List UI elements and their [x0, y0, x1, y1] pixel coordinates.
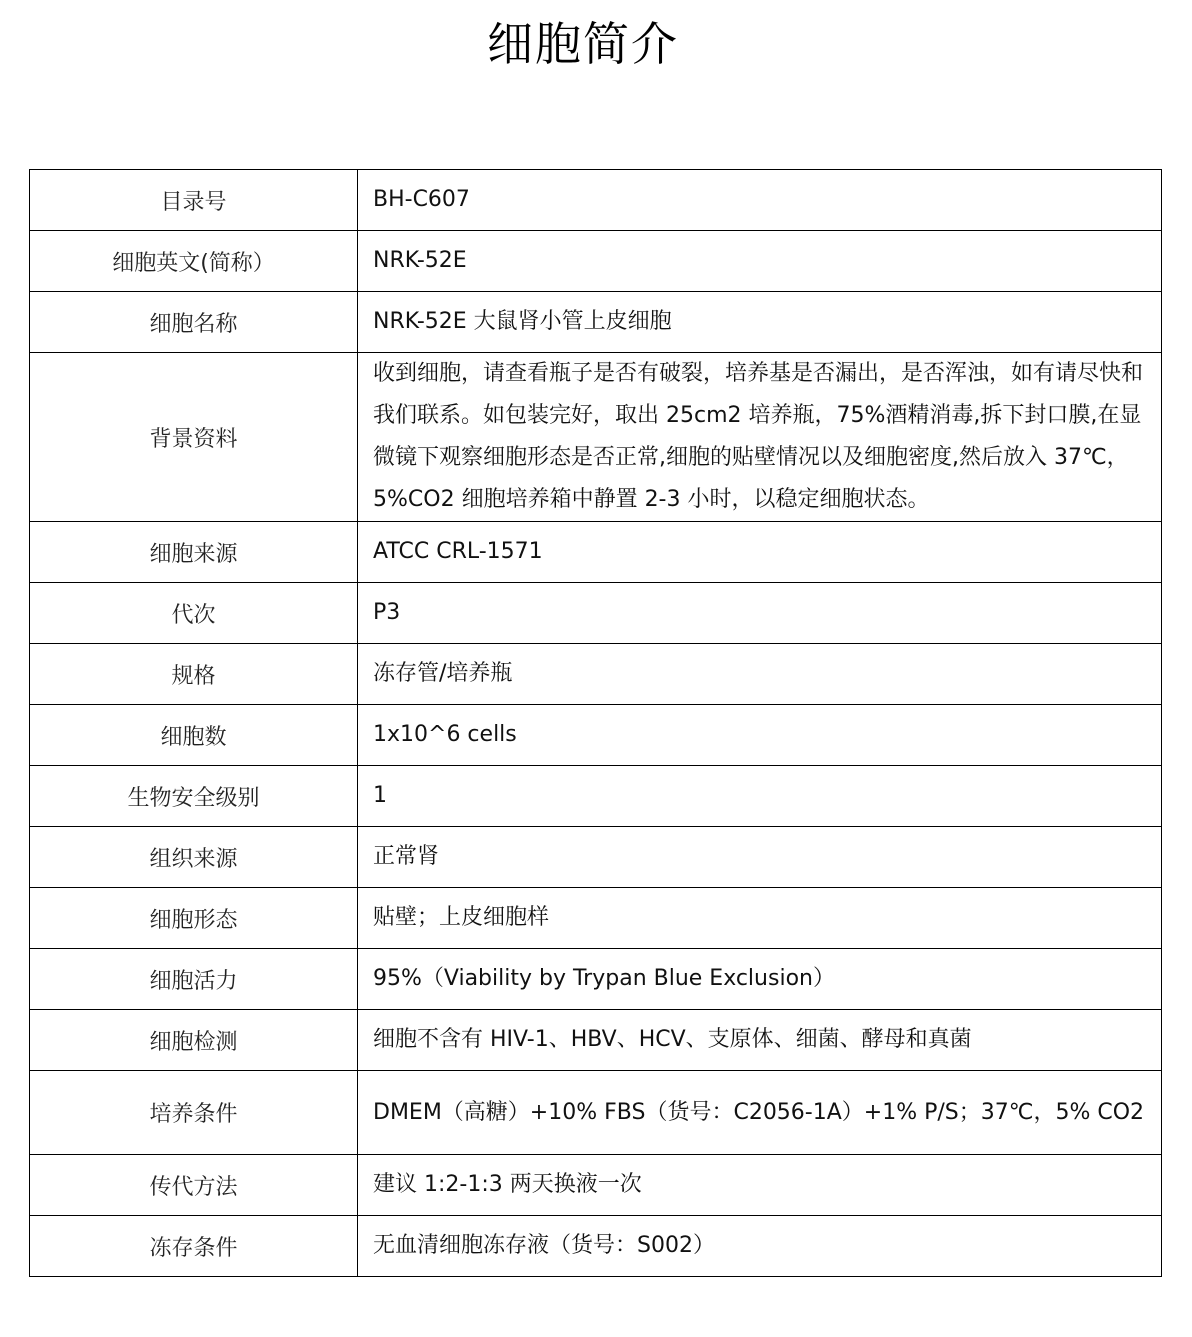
row-value: 收到细胞，请查看瓶子是否有破裂，培养基是否漏出，是否浑浊，如有请尽快和我们联系。如包装完好，取出 25cm2 培养瓶，75%酒精消毒,拆下封口膜,在显微镜下观察细胞形态是否正常,细胞的贴壁情况以及细胞密度,然后放入 37℃，5%CO2 细胞培养箱中静置 2-3 小时，以稳定细胞状态。: [358, 353, 1162, 522]
cell-info-table: [29, 169, 1162, 1277]
row-specification: [30, 644, 1162, 705]
row-value: 无血清细胞冻存液（货号：S002）: [358, 1216, 1162, 1277]
row-english-name: [30, 231, 1162, 292]
row-culture-conditions: [30, 1071, 1162, 1155]
row-label: 细胞检测: [30, 1010, 358, 1071]
row-label: 目录号: [30, 170, 358, 231]
row-value: ATCC CRL-1571: [358, 522, 1162, 583]
row-viability: [30, 949, 1162, 1010]
row-value: 贴壁；上皮细胞样: [358, 888, 1162, 949]
row-label: 培养条件: [30, 1071, 358, 1155]
row-testing: [30, 1010, 1162, 1071]
row-value: 1x10^6 cells: [358, 705, 1162, 766]
row-value: NRK-52E 大鼠肾小管上皮细胞: [358, 292, 1162, 353]
row-passage-method: [30, 1155, 1162, 1216]
row-label: 细胞形态: [30, 888, 358, 949]
row-label: 代次: [30, 583, 358, 644]
row-background: [30, 353, 1162, 522]
row-label: 细胞活力: [30, 949, 358, 1010]
row-value: P3: [358, 583, 1162, 644]
row-label: 组织来源: [30, 827, 358, 888]
row-value: 细胞不含有 HIV-1、HBV、HCV、支原体、细菌、酵母和真菌: [358, 1010, 1162, 1071]
row-value: 1: [358, 766, 1162, 827]
row-value: BH-C607: [358, 170, 1162, 231]
row-cell-source: [30, 522, 1162, 583]
row-morphology: [30, 888, 1162, 949]
page-title: 细胞简介: [487, 17, 679, 71]
row-label: 细胞英文(简称）: [30, 231, 358, 292]
row-cell-name: [30, 292, 1162, 353]
row-label: 细胞来源: [30, 522, 358, 583]
row-value: 正常肾: [358, 827, 1162, 888]
row-tissue-source: [30, 827, 1162, 888]
row-value: 建议 1:2-1:3 两天换液一次: [358, 1155, 1162, 1216]
row-label: 生物安全级别: [30, 766, 358, 827]
row-label: 细胞数: [30, 705, 358, 766]
row-value: 冻存管/培养瓶: [358, 644, 1162, 705]
row-label: 传代方法: [30, 1155, 358, 1216]
row-label: 背景资料: [30, 353, 358, 522]
row-catalog-number: [30, 170, 1162, 231]
row-value: DMEM（高糖）+10% FBS（货号：C2056-1A）+1% P/S；37℃，5% CO2: [358, 1071, 1162, 1155]
row-cell-count: [30, 705, 1162, 766]
row-freezing-conditions: [30, 1216, 1162, 1277]
row-passage: [30, 583, 1162, 644]
row-biosafety-level: [30, 766, 1162, 827]
row-value: NRK-52E: [358, 231, 1162, 292]
row-value: 95%（Viability by Trypan Blue Exclusion）: [358, 949, 1162, 1010]
row-label: 规格: [30, 644, 358, 705]
row-label: 细胞名称: [30, 292, 358, 353]
row-label: 冻存条件: [30, 1216, 358, 1277]
